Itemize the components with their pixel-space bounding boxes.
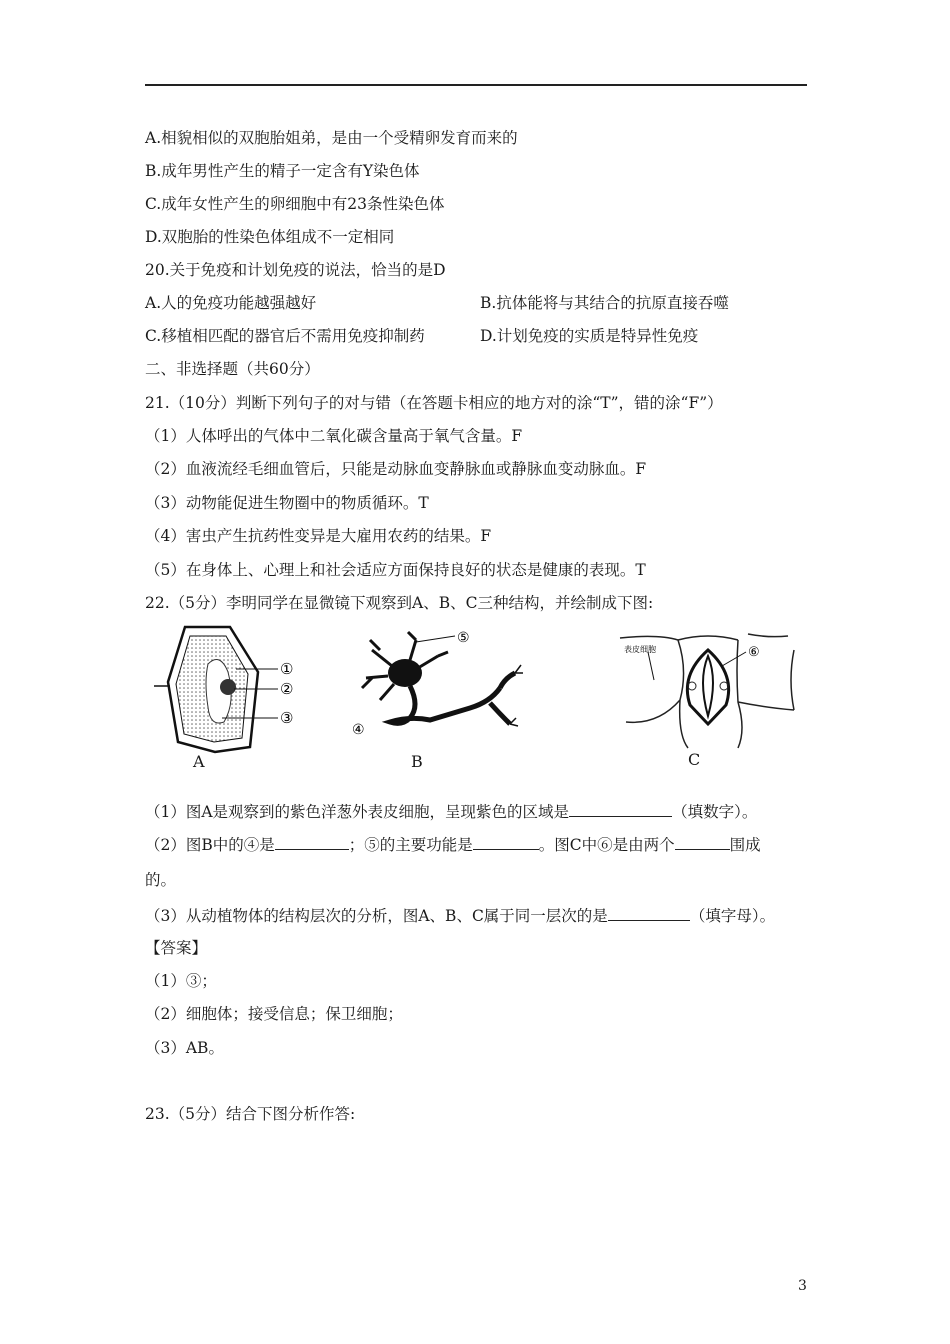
q22-sub-3: （3）从动植物体的结构层次的分析，图A、B、C属于同一层次的是 （填字母）。: [145, 907, 776, 925]
figure-b-marker-4: ④: [352, 722, 365, 738]
q20-option-b: B.抗体能将与其结合的抗原直接吞噬: [480, 294, 729, 312]
q19-option-d: D.双胞胎的性染色体组成不一定相同: [145, 228, 395, 246]
q20-option-a: A.人的免疫功能越强越好: [145, 294, 317, 312]
section2-title: 二、非选择题（共60分）: [145, 360, 320, 378]
q20-stem: 20.关于免疫和计划免疫的说法，恰当的是D: [145, 261, 446, 279]
q23-stem: 23.（5分）结合下图分析作答:: [145, 1105, 356, 1123]
figure-c-text: 表皮细胞: [624, 645, 656, 654]
figure-c-label: C: [688, 750, 701, 769]
blank-1[interactable]: [569, 801, 672, 817]
answer-1: （1）③；: [145, 972, 217, 990]
figure-b-marker-5: ⑤: [457, 630, 470, 646]
blank-2[interactable]: [275, 834, 349, 850]
q22-sub-2-cont: 的。: [145, 871, 177, 889]
q19-option-c: C.成年女性产生的卵细胞中有23条性染色体: [145, 195, 445, 213]
q20-option-d: D.计划免疫的实质是特异性免疫: [480, 327, 699, 345]
blank-5[interactable]: [608, 905, 690, 921]
page-number: 3: [798, 1278, 807, 1294]
q21-stem: 21.（10分）判断下列句子的对与错（在答题卡相应的地方对的涂“T”，错的涂“F”）: [145, 394, 723, 412]
figure-b-label: B: [411, 752, 423, 771]
blank-4[interactable]: [675, 834, 730, 850]
q21-item-1: （1）人体呼出的气体中二氧化碳含量高于氧气含量。F: [145, 427, 523, 445]
q22-sub-1: （1）图A是观察到的紫色洋葱外表皮细胞，呈现紫色的区域是 （填数字）。: [145, 803, 758, 821]
q19-option-b: B.成年男性产生的精子一定含有Y染色体: [145, 162, 420, 180]
figure-a-label: A: [193, 752, 205, 771]
q21-item-2: （2）血液流经毛细血管后，只能是动脉血变静脉血或静脉血变动脉血。F: [145, 460, 647, 478]
q21-item-3: （3）动物能促进生物圈中的物质循环。T: [145, 494, 429, 512]
figure-a-marker-3: ③: [280, 709, 294, 727]
q22-stem: 22.（5分）李明同学在显微镜下观察到A、B、C三种结构，并绘制成下图:: [145, 594, 654, 612]
figure-a-cell: [150, 622, 310, 772]
figure-b-neuron: [350, 628, 530, 748]
q21-item-5: （5）在身体上、心理上和社会适应方面保持良好的状态是健康的表现。T: [145, 561, 646, 579]
q21-item-4: （4）害虫产生抗药性变异是大雇用农药的结果。F: [145, 527, 492, 545]
figure-a-marker-2: ②: [280, 680, 294, 698]
blank-3[interactable]: [473, 834, 539, 850]
answer-2: （2）细胞体；接受信息；保卫细胞；: [145, 1005, 403, 1023]
q22-sub-2: （2）图B中的④是 ；⑤的主要功能是 。图C中⑥是由两个 围成: [145, 836, 761, 854]
answer-3: （3）AB。: [145, 1039, 224, 1057]
q20-option-c: C.移植相匹配的器官后不需用免疫抑制药: [145, 327, 425, 345]
answer-title: 【答案】: [145, 939, 208, 957]
figure-c-marker-6: ⑥: [748, 645, 760, 660]
q19-option-a: A.相貌相似的双胞胎姐弟，是由一个受精卵发育而来的: [145, 129, 518, 147]
figure-c-stoma: [618, 630, 798, 750]
header-rule: [145, 84, 807, 86]
figure-a-marker-1: ①: [280, 660, 294, 678]
